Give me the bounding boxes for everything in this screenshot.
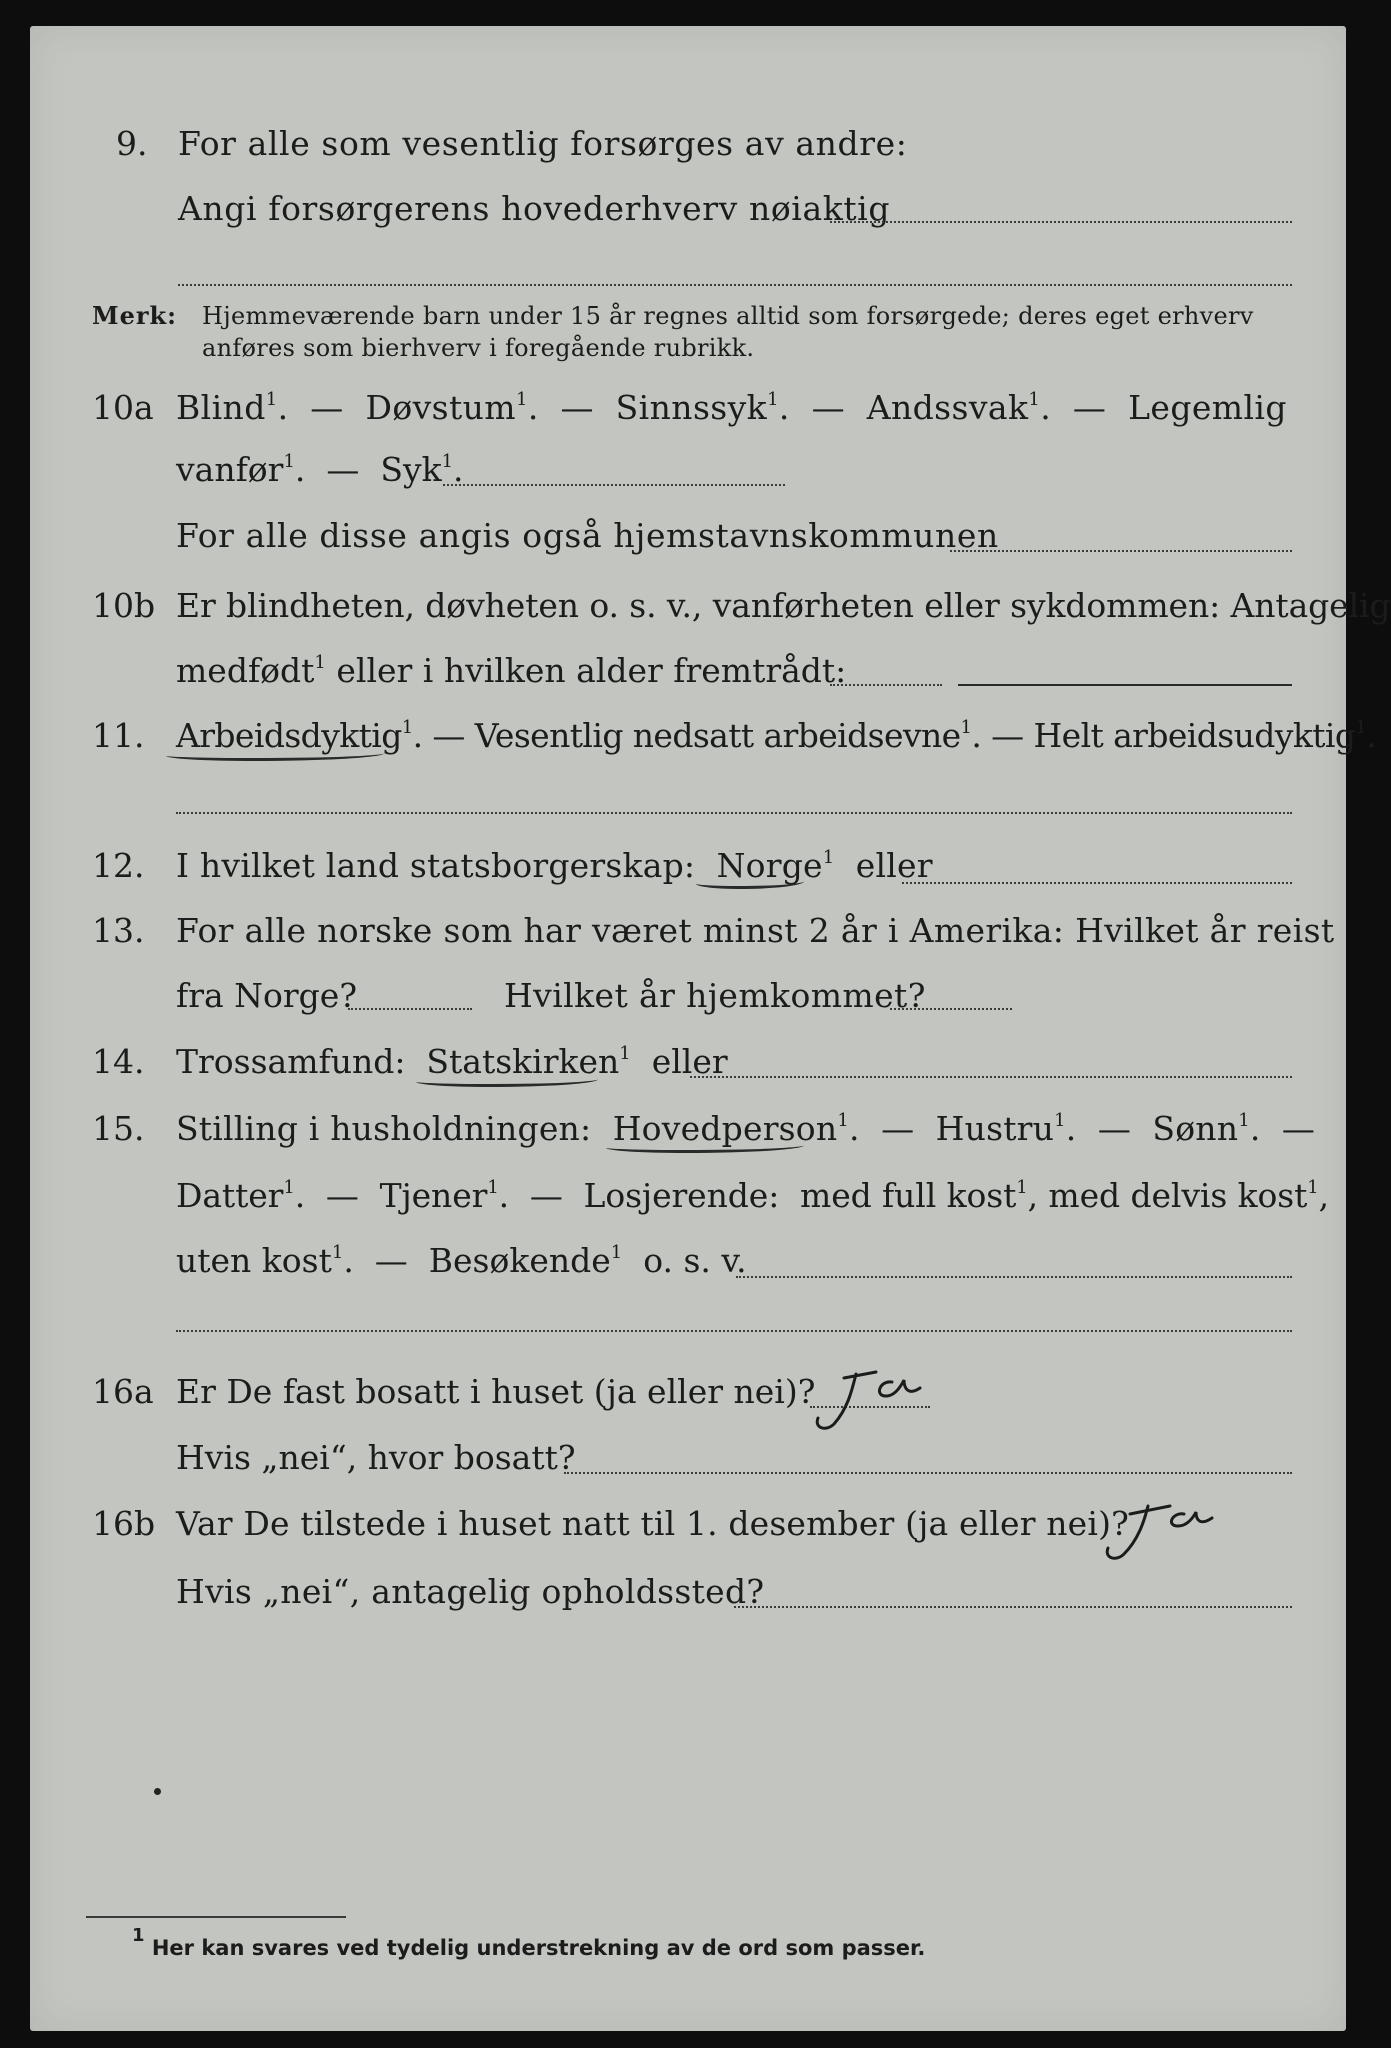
q10b-line-1: Er blindheten, døvheten o. s. v., vanførheten eller sykdommen: Antagelig (176, 586, 1391, 625)
q10a-line-1: Blind$^1$. — Døvstum$^1$. — Sinnssyk$^1$. — Andssvak$^1$. — Legemlig (176, 388, 1287, 427)
q10b-line-2: medfødt$^1$ eller i hvilken alder fremtrådt: (176, 651, 847, 690)
q15-line-3: uten kost$^1$. — Besøkende$^1$ o. s. v. (176, 1241, 747, 1280)
q10a-hometown-line (950, 550, 1292, 552)
q12-answer-line (902, 882, 1292, 884)
q10a-answer-line (443, 484, 785, 486)
merk-note (92, 300, 177, 332)
footnote-text: Her kan svares ved tydelig understrekning av de ord som passer. (151, 1936, 926, 1960)
q14-handwritten-underline (416, 1074, 598, 1087)
q10b-answer-line (958, 684, 1292, 686)
q9-answer-line-2 (178, 284, 1292, 286)
q9-instruction: Angi forsørgerens hovederhverv nøiaktig (178, 189, 891, 228)
q14-answer-line (690, 1076, 1292, 1078)
q10a-line-2: vanfør$^1$. — Syk$^1$. (176, 450, 464, 489)
q13-return-line (890, 1008, 1012, 1010)
q11-number: 11. (92, 716, 145, 755)
q14-line-1: Trossamfund: Statskirken$^1$ eller (176, 1042, 728, 1081)
q16b-number: 16b (92, 1504, 156, 1543)
q16a-handwritten-answer (804, 1356, 954, 1432)
q16b-location-line (734, 1606, 1292, 1608)
q16a-line-2: Hvis „nei“, hvor bosatt? (176, 1438, 576, 1477)
q15-line-2: Datter$^1$. — Tjener$^1$. — Losjerende: med full kost$^1$, med delvis kost$^1$, (176, 1176, 1329, 1215)
q10a-number: 10a (92, 388, 154, 427)
q15-answer-line-2 (176, 1330, 1292, 1332)
q15-answer-line-1 (736, 1276, 1292, 1278)
q16a-residence-line (564, 1472, 1292, 1474)
q16b-handwritten-answer (1094, 1488, 1244, 1564)
ink-speck (154, 1788, 161, 1795)
footnote-mark: 1 (132, 1925, 145, 1946)
q10b-answer-dots (830, 684, 942, 686)
q13-line-2b: Hvilket år hjemkommet? (504, 976, 926, 1015)
q16b-line-1: Var De tilstede i huset natt til 1. desember (ja eller nei)? (176, 1504, 1129, 1543)
q14-number: 14. (92, 1042, 145, 1081)
q11-answer-line (176, 812, 1292, 814)
q12-handwritten-underline (696, 876, 804, 889)
q16a-line-1: Er De fast bosatt i huset (ja eller nei)? (176, 1372, 816, 1411)
q9-answer-line-1 (830, 221, 1292, 223)
q13-line-1: For alle norske som har været minst 2 år i Amerika: Hvilket år reist (176, 911, 1335, 950)
footnote-rule (86, 1916, 346, 1918)
merk-label: Merk: (92, 301, 177, 330)
q9-question: For alle som vesentlig forsørges av andre: (178, 124, 908, 163)
q16a-number: 16a (92, 1372, 154, 1411)
q13-line-2a: fra Norge? (176, 976, 358, 1015)
merk-line-1: Hjemmeværende barn under 15 år regnes alltid som forsørgede; deres eget erhverv (202, 302, 1254, 330)
q11-line-1: Arbeidsdyktig$^1$. — Vesentlig nedsatt arbeidsevne$^1$. — Helt arbeidsudyktig$^1$. (176, 716, 1377, 755)
q15-number: 15. (92, 1109, 145, 1148)
q10a-line-3: For alle disse angis også hjemstavnskommunen (176, 516, 999, 555)
q12-line-1: I hvilket land statsborgerskap: Norge$^1$ eller (176, 846, 933, 885)
footnote (132, 1925, 926, 1960)
q16b-line-2: Hvis „nei“, antagelig opholdssted? (176, 1572, 765, 1611)
q9-number: 9. (116, 124, 148, 163)
q13-number: 13. (92, 911, 145, 950)
q15-handwritten-underline (606, 1140, 804, 1153)
q10b-number: 10b (92, 586, 156, 625)
q15-line-1: Stilling i husholdningen: Hovedperson$^1$. — Hustru$^1$. — Sønn$^1$. — (176, 1109, 1316, 1148)
q11-handwritten-underline (166, 748, 384, 761)
q12-number: 12. (92, 846, 145, 885)
merk-line-2: anføres som bierhverv i foregående rubrikk. (202, 334, 755, 362)
q13-departure-line (348, 1008, 472, 1010)
census-form-page (30, 26, 1391, 2031)
